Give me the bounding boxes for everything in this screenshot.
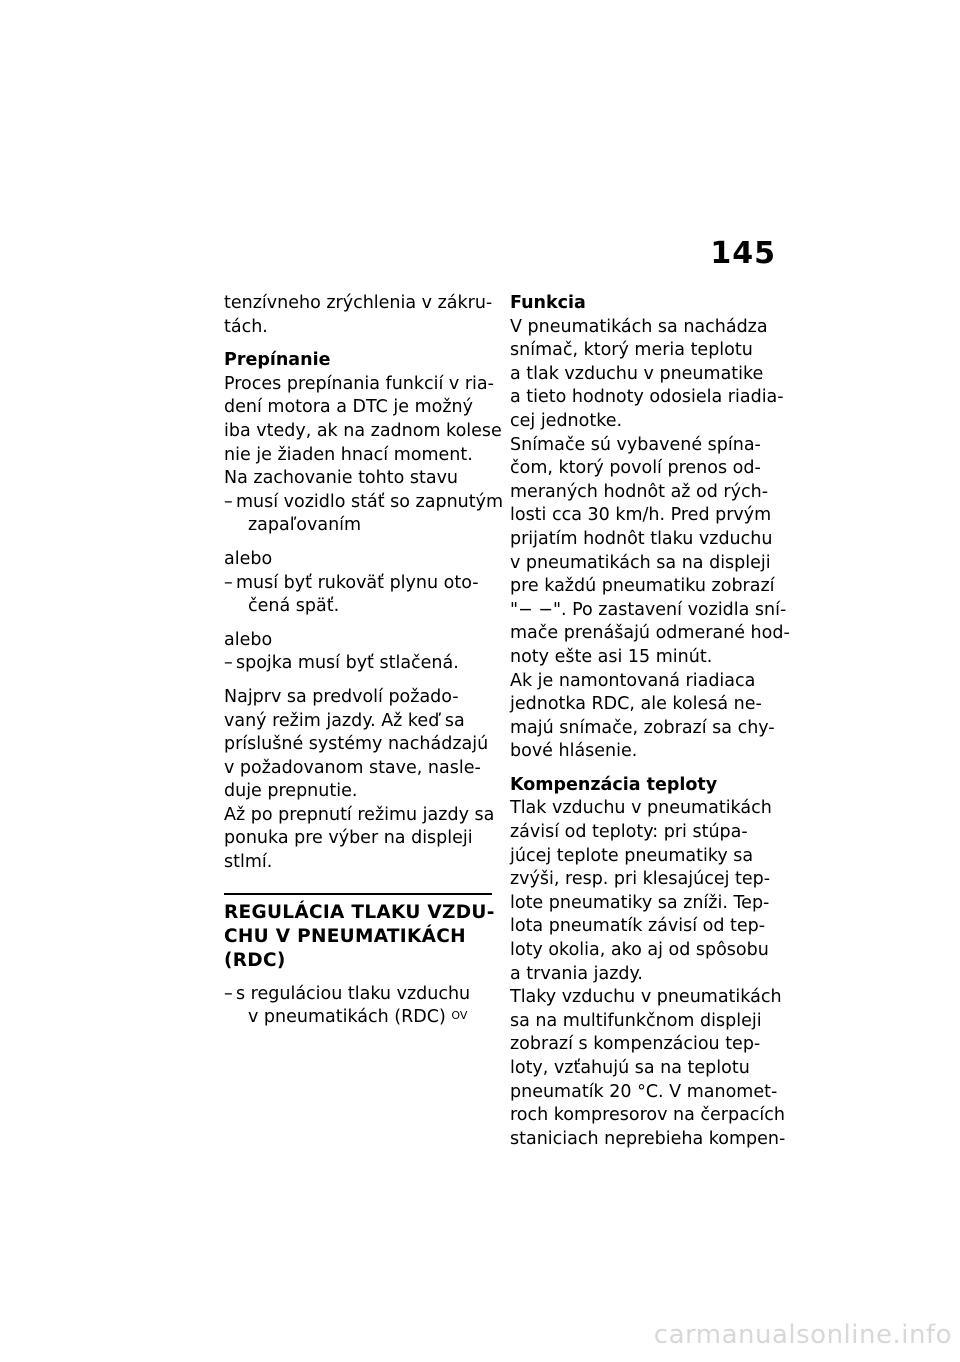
text-line: a tieto hodnoty odosiela riadia- bbox=[510, 387, 784, 408]
text-line: dení motora a DTC je možný bbox=[224, 397, 473, 418]
subheading-temperature: Kompenzácia teploty bbox=[510, 774, 718, 795]
text-line: iba vtedy, ak na zadnom kolese bbox=[224, 420, 502, 441]
text-line: Ak je namontovaná riadiaca bbox=[510, 670, 756, 691]
text-line: bové hlásenie. bbox=[510, 741, 638, 762]
section-title: REGULÁCIA TLAKU VZDU- bbox=[224, 901, 495, 923]
text-line: prijatím hodnôt tlaku vzduchu bbox=[510, 528, 773, 549]
text-line: loty, vzťahujú sa na teplotu bbox=[510, 1058, 750, 1078]
text-line: pre každú pneumatiku zobrazí bbox=[510, 576, 775, 597]
text-line: sa na multifunkčnom displeji bbox=[510, 1010, 762, 1031]
text-line: roch kompresorov na čerpacích bbox=[510, 1105, 785, 1126]
text-line: vaný režim jazdy. Až keď sa bbox=[224, 710, 465, 731]
text-line: závisí od teploty: pri stúpa- bbox=[510, 822, 748, 843]
text-line: júcej teplote pneumatiky sa bbox=[510, 845, 754, 866]
text-line: s reguláciou tlaku vzduchu bbox=[236, 983, 471, 1004]
text-line: Najprv sa predvolí požado- bbox=[224, 686, 459, 707]
text-line: zapaľovaním bbox=[248, 515, 362, 536]
text-line: čom, ktorý povolí prenos od- bbox=[510, 458, 761, 479]
text-line: alebo bbox=[224, 629, 273, 650]
section-title: (RDC) bbox=[224, 949, 286, 971]
page-number: 145 bbox=[710, 236, 776, 271]
text-line: V pneumatikách sa nachádza bbox=[510, 316, 768, 337]
subheading-function: Funkcia bbox=[510, 293, 586, 313]
text-line: spojka musí byť stlačená. bbox=[236, 653, 459, 674]
text-line: Tlaky vzduchu v pneumatikách bbox=[510, 987, 782, 1008]
text-line: zvýši, resp. pri klesajúcej tep- bbox=[510, 869, 771, 890]
text-line: nie je žiaden hnací moment. bbox=[224, 444, 473, 465]
text-line: pneumatík 20 °C. V manomet- bbox=[510, 1081, 778, 1102]
text-line: "− −". Po zastavení vozidla sní- bbox=[510, 599, 787, 620]
text-line: Proces prepínania funkcií v ria- bbox=[224, 373, 494, 394]
text-line: v pneumatikách (RDC) $^{OV}$ bbox=[248, 1007, 468, 1028]
text-line: losti cca 30 km/h. Pred prvým bbox=[510, 505, 772, 526]
text-line: Snímače sú vybavené spína- bbox=[510, 434, 761, 455]
text-line: noty ešte asi 15 minút. bbox=[510, 646, 713, 667]
text-line: mače prenášajú odmerané hod- bbox=[510, 623, 790, 644]
text-line: príslušné systémy nachádzajú bbox=[224, 734, 489, 755]
text-line: tenzívneho zrýchlenia v zákru- bbox=[224, 293, 493, 313]
text-line: majú snímače, zobrazí sa chy- bbox=[510, 717, 775, 738]
list-item: – spojka musí byť stlačená. bbox=[224, 652, 492, 676]
text-line: musí vozidlo stáť so zapnutým bbox=[236, 491, 504, 512]
list-item: – musí vozidlo stáť so zapnutým zapaľovaním bbox=[224, 491, 492, 538]
text-line: staniciach neprebieha kompen- bbox=[510, 1128, 786, 1149]
text-line: cej jednotke. bbox=[510, 410, 623, 431]
list-item: – s reguláciou tlaku vzduchu v pneumatikách (RDC) $^{OV}$ bbox=[224, 983, 492, 1030]
text-line: jednotka RDC, ale kolesá ne- bbox=[510, 694, 762, 715]
text-line: loty okolia, ako aj od spôsobu bbox=[510, 940, 769, 961]
text-line: v pneumatikách sa na displeji bbox=[510, 552, 771, 573]
text-line: stlmí. bbox=[224, 852, 273, 873]
text-line: Na zachovanie tohto stavu bbox=[224, 468, 459, 489]
list-item: – musí byť rukoväť plynu oto- čená späť. bbox=[224, 572, 492, 619]
subheading-switching: Prepínanie bbox=[224, 350, 331, 371]
text-line: alebo bbox=[224, 548, 273, 569]
left-column bbox=[224, 292, 504, 1030]
text-line: snímač, ktorý meria teplotu bbox=[510, 340, 753, 361]
text-line: v požadovanom stave, nasle- bbox=[224, 757, 481, 778]
text-line: lota pneumatík závisí od tep- bbox=[510, 916, 766, 937]
option-superscript: OV bbox=[451, 1009, 468, 1023]
section-divider bbox=[224, 893, 492, 895]
text-line: a tlak vzduchu v pneumatike bbox=[510, 363, 764, 384]
right-column bbox=[510, 292, 790, 1151]
text-line: lote pneumatiky sa zníži. Tep- bbox=[510, 892, 770, 913]
text-line: meraných hodnôt až od rých- bbox=[510, 481, 769, 502]
text-line: zobrazí s kompenzáciou tep- bbox=[510, 1034, 761, 1055]
text-line: musí byť rukoväť plynu oto- bbox=[236, 572, 479, 593]
text-line: ponuka pre výber na displeji bbox=[224, 828, 473, 849]
text-line: a trvania jazdy. bbox=[510, 963, 643, 984]
watermark: carmanualsonline.info bbox=[653, 1320, 952, 1350]
text-line: duje prepnutie. bbox=[224, 781, 358, 802]
text-line: čená späť. bbox=[248, 596, 340, 617]
section-title: CHU V PNEUMATIKÁCH bbox=[224, 925, 466, 947]
text-line: tách. bbox=[224, 316, 268, 337]
text-line: Až po prepnutí režimu jazdy sa bbox=[224, 804, 495, 825]
text-line: Tlak vzduchu v pneumatikách bbox=[510, 798, 772, 819]
